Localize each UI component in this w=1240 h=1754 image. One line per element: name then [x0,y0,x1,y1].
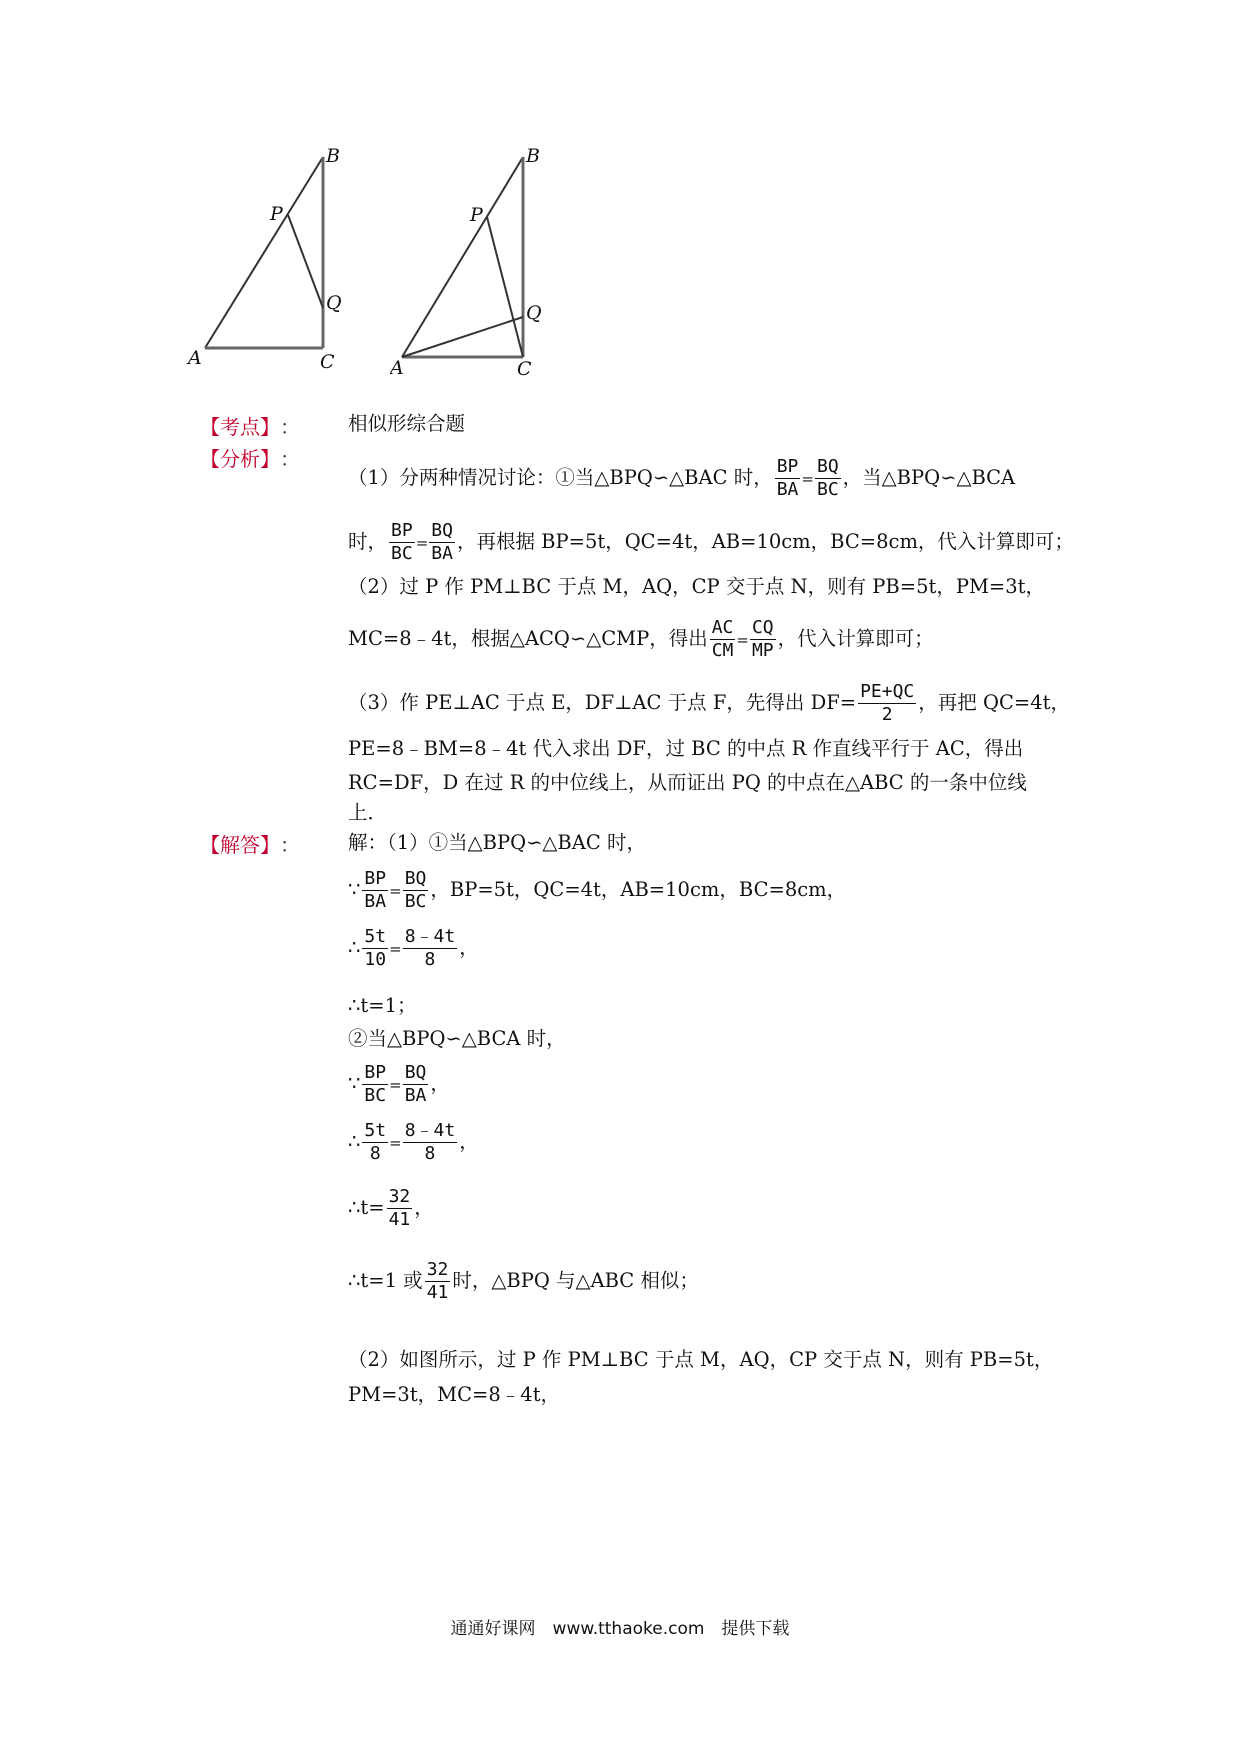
tag-jieda-label: 【解答】 [200,833,270,857]
text: ，再根据 BP=5t，QC=4t，AB=10cm，BC=8cm，代入计算即可； [456,530,1074,553]
label-B: B [326,145,340,167]
analysis-line-5 [348,681,1070,726]
denominator: BC [364,1085,387,1106]
label-Q: Q [326,292,342,314]
analysis-line-1 [348,456,1015,501]
numerator: 8﹣4t [404,926,456,947]
solution-line-4: ∴t=1； [348,994,417,1017]
solution-line-2 [348,868,846,913]
numerator: BQ [816,456,839,477]
numerator: BP [364,868,387,889]
tag-kaodian [200,411,300,440]
text: ，BP=5t，QC=4t，AB=10cm，BC=8cm， [430,878,847,901]
solution-line-8 [348,1186,434,1231]
tag-colon: ： [280,415,300,439]
tag-colon: ： [280,447,300,471]
equals-sign: = [389,939,402,958]
because-symbol: ∵ [348,878,361,901]
fraction-equation [360,1062,430,1107]
equals-sign: = [801,469,814,488]
text: ∴t= [348,1196,385,1219]
solution-line-9 [348,1259,699,1304]
numerator: BP [776,456,799,477]
numerator: BP [391,520,413,541]
therefore-symbol: ∴ [348,1130,361,1153]
label-C: C [517,358,532,380]
fraction [425,1259,451,1304]
fraction [387,1186,413,1231]
text: 时， [348,530,388,553]
numerator: 32 [426,1259,449,1280]
denominator: MP [751,640,774,661]
analysis-line-7: RC=DF，D 在过 R 的中位线上，从而证出 PQ 的中点在△ABC 的一条中位线 [348,771,1027,794]
fraction-equation [708,617,778,662]
text: （3）作 PE⊥AC 于点 E，DF⊥AC 于点 F，先得出 DF= [348,691,857,714]
solution-line-5: ②当△BPQ∽△BCA 时， [348,1027,566,1050]
denominator: BA [364,891,387,912]
solution-line-7 [348,1120,479,1165]
label-A: A [390,357,404,379]
label-P: P [270,203,283,225]
numerator: 5t [364,926,387,947]
numerator: PE+QC [860,681,915,702]
tag-kaodian-label: 【考点】 [200,415,270,439]
solution-line-11: PM=3t，MC=8﹣4t， [348,1383,561,1406]
label-C: C [320,351,335,373]
equals-sign: = [415,533,429,552]
equals-sign: = [736,630,749,649]
denominator: 41 [426,1282,449,1303]
text: （1）分两种情况讨论：①当△BPQ∽△BAC 时， [348,466,773,489]
numerator: 8﹣4t [404,1120,456,1141]
text: MC=8﹣4t，根据△ACQ∽△CMP，得出 [348,627,708,650]
equals-sign: = [389,1133,402,1152]
numerator: BQ [404,868,427,889]
solution-line-1: 解：（1）①当△BPQ∽△BAC 时， [348,831,646,854]
text: ， [414,1196,434,1219]
tag-fenxi [200,443,300,472]
denominator: 10 [364,949,387,970]
fraction-equation [773,456,843,501]
text: ，当△BPQ∽△BCA [842,466,1016,489]
denominator: 41 [388,1209,411,1230]
footer-watermark: 通通好课网 www.tthaoke.com 提供下载 [450,1619,790,1639]
text: ∴t=1 或 [348,1269,423,1292]
text: ， [459,936,479,959]
therefore-symbol: ∴ [348,936,361,959]
text: 时，△BPQ 与△ABC 相似； [452,1269,699,1292]
text: ，代入计算即可； [777,627,934,650]
triangle-figure-2-svg [390,145,570,380]
analysis-line-8: 上． [348,801,388,824]
triangle-figure-1-svg [180,145,360,375]
numerator: BP [364,1062,387,1083]
analysis-line-3: （2）过 P 作 PM⊥BC 于点 M，AQ，CP 交于点 N，则有 PB=5t，PM=3t， [348,575,1045,598]
denominator: BC [391,543,413,564]
numerator: BQ [404,1062,427,1083]
kaodian-text: 相似形综合题 [348,412,466,435]
numerator: CQ [751,617,774,638]
denominator: CM [711,640,734,661]
numerator: 5t [364,1120,387,1141]
fraction-equation [387,520,457,565]
denominator: 8 [424,949,436,970]
denominator: BC [404,891,427,912]
fraction-equation [360,926,459,971]
numerator: AC [711,617,734,638]
solution-line-10: （2）如图所示，过 P 作 PM⊥BC 于点 M，AQ，CP 交于点 N，则有 PB=5t， [348,1348,1054,1371]
fraction [858,681,916,726]
tag-fenxi-label: 【分析】 [200,447,270,471]
label-P: P [470,204,483,226]
denominator: BA [404,1085,427,1106]
equals-sign: = [389,1075,402,1094]
tag-jieda [200,829,300,858]
fraction-equation [360,868,430,913]
denominator: 8 [424,1143,436,1164]
triangle-figure-2 [390,145,570,380]
analysis-line-2 [348,520,1074,565]
denominator: BC [816,479,839,500]
label-B: B [526,145,540,167]
because-symbol: ∵ [348,1072,361,1095]
numerator: BQ [431,520,453,541]
denominator: BA [776,479,799,500]
label-Q: Q [526,302,542,324]
text: ， [430,1072,450,1095]
text: ， [459,1130,479,1153]
analysis-line-4 [348,617,934,662]
triangle-figure-1 [180,145,360,375]
label-A: A [188,347,202,369]
denominator: BA [431,543,453,564]
analysis-line-6: PE=8﹣BM=8﹣4t 代入求出 DF，过 BC 的中点 R 作直线平行于 AC，得出 [348,737,1024,760]
text: ，再把 QC=4t， [918,691,1070,714]
numerator: 32 [388,1186,411,1207]
tag-colon: ： [280,833,300,857]
equals-sign: = [389,881,402,900]
solution-line-6 [348,1062,450,1107]
solution-line-3 [348,926,479,971]
denominator: 8 [369,1143,381,1164]
denominator: 2 [881,704,893,725]
fraction-equation [360,1120,459,1165]
